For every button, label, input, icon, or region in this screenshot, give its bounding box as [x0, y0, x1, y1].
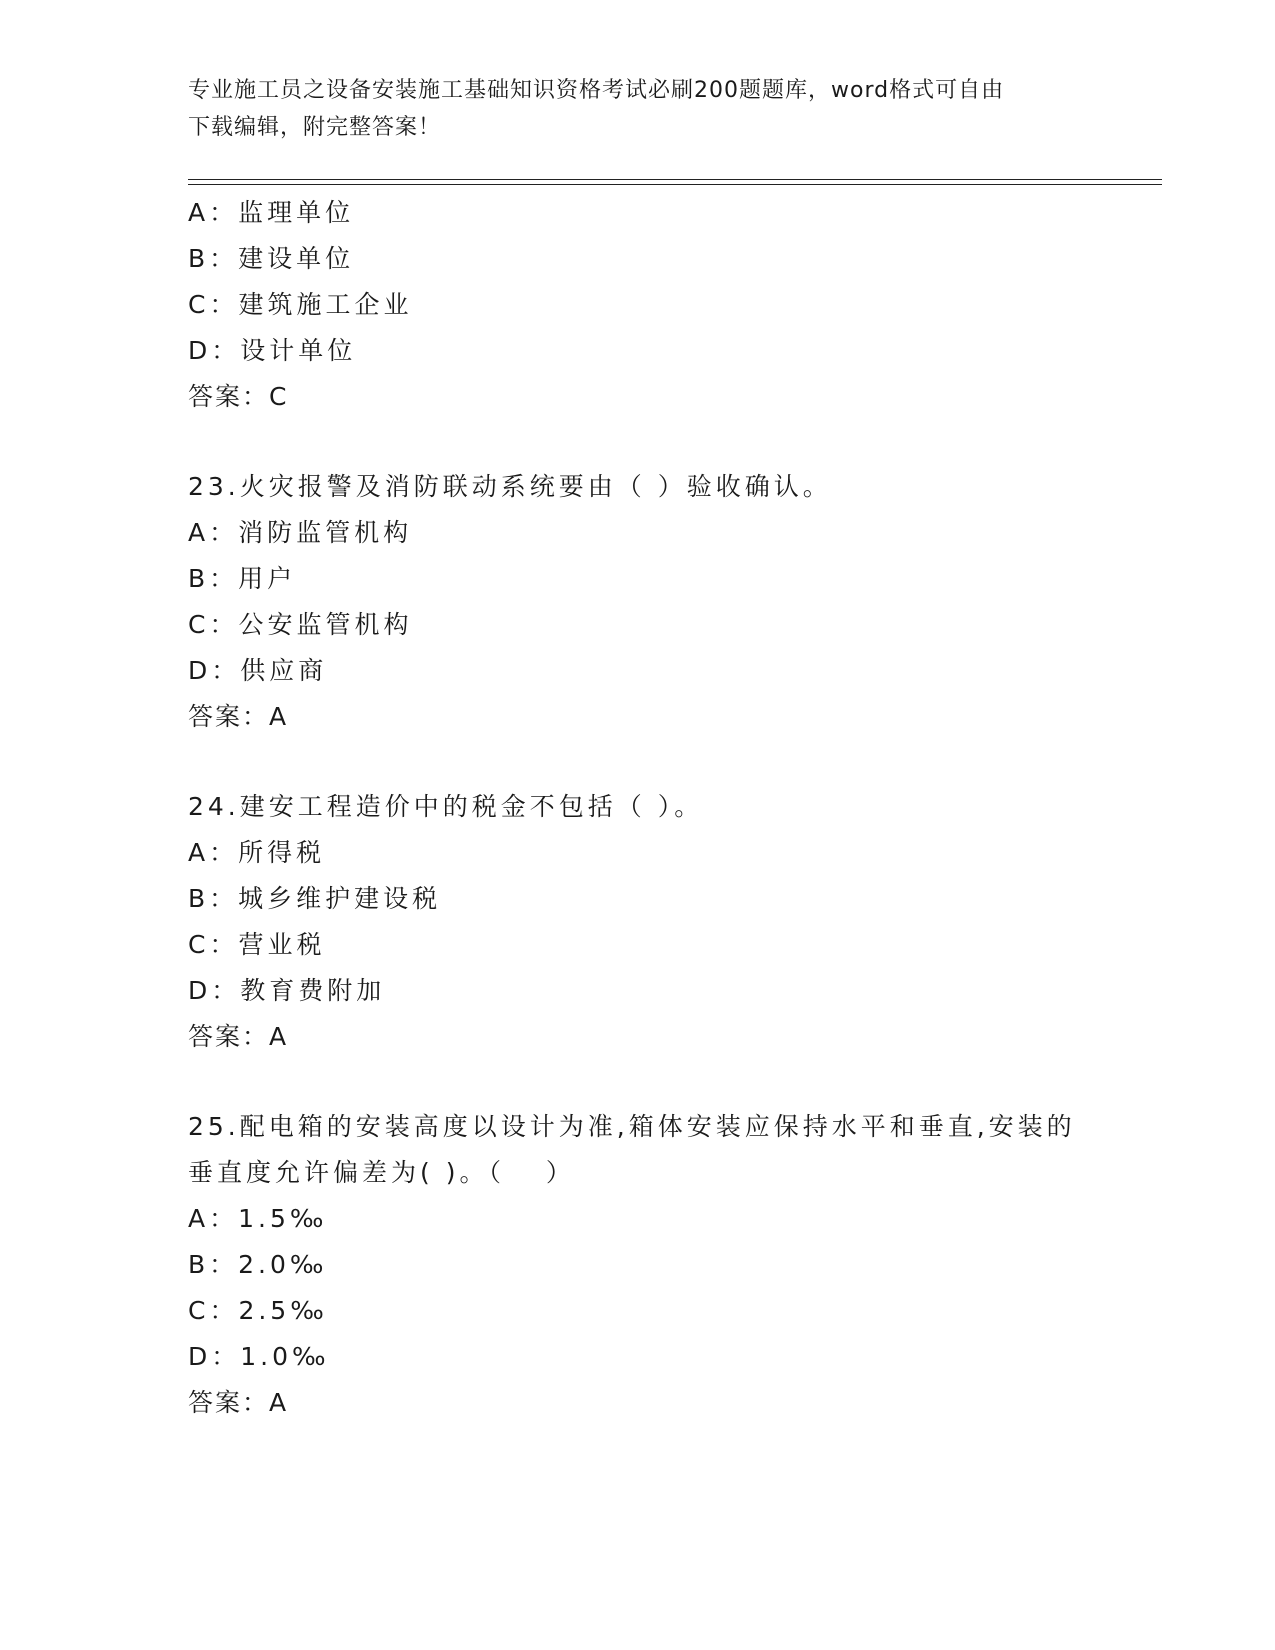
question-text: 23.火灾报警及消防联动系统要由（ ）验收确认。	[188, 472, 832, 501]
question-text-line-1: 25.配电箱的安装高度以设计为准,箱体安装应保持水平和垂直,安装的	[188, 1112, 1076, 1141]
option-d: D：供应商	[188, 656, 328, 685]
answer: 答案：C	[188, 382, 289, 411]
answer: 答案：A	[188, 702, 289, 731]
option-b: B：建设单位	[188, 244, 355, 273]
question-25-block	[188, 1104, 1088, 1426]
question-list	[188, 190, 1088, 1426]
option-c: C：公安监管机构	[188, 610, 413, 639]
question-text-line-2: 垂直度允许偏差为( )。（ ）	[188, 1158, 575, 1187]
option-d: D：1.0‰	[188, 1342, 330, 1371]
header-line-1: 专业施工员之设备安装施工基础知识资格考试必刷200题题库，word格式可自由	[188, 78, 1005, 103]
question-24-block	[188, 784, 1088, 1060]
option-a: A：所得税	[188, 838, 326, 867]
document-header	[188, 72, 1088, 146]
option-a: A：消防监管机构	[188, 518, 413, 547]
option-b: B：用户	[188, 564, 297, 593]
answer: 答案：A	[188, 1022, 289, 1051]
option-a: A：1.5‰	[188, 1204, 328, 1233]
option-d: D：教育费附加	[188, 976, 386, 1005]
question-text: 24.建安工程造价中的税金不包括（ ）。	[188, 792, 704, 821]
question-22-block	[188, 190, 1088, 420]
option-a: A：监理单位	[188, 198, 355, 227]
answer: 答案：A	[188, 1388, 289, 1417]
option-c: C：营业税	[188, 930, 326, 959]
option-c: C：建筑施工企业	[188, 290, 413, 319]
question-23-block	[188, 464, 1088, 740]
option-b: B：2.0‰	[188, 1250, 328, 1279]
option-b: B：城乡维护建设税	[188, 884, 442, 913]
header-divider-top	[188, 179, 1162, 180]
option-d: D：设计单位	[188, 336, 357, 365]
header-divider-bottom	[188, 184, 1162, 185]
header-line-2: 下载编辑，附完整答案！	[188, 115, 442, 140]
option-c: C：2.5‰	[188, 1296, 328, 1325]
